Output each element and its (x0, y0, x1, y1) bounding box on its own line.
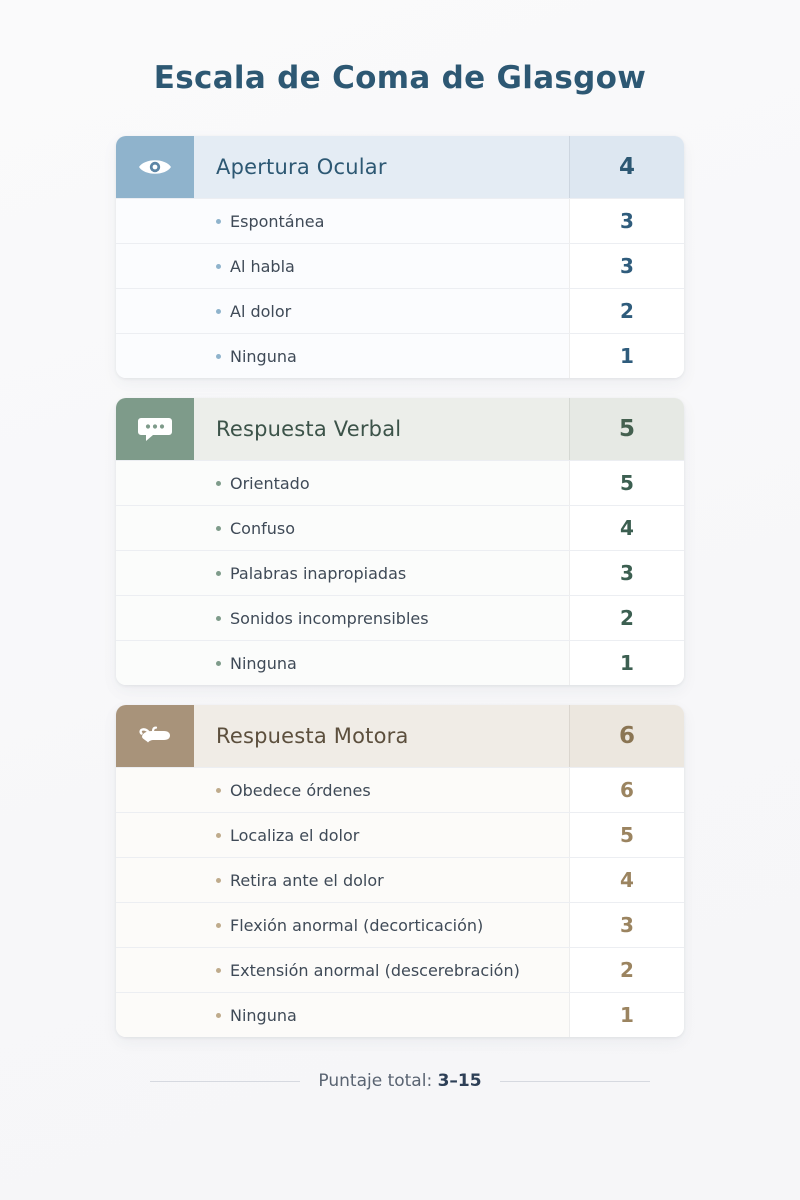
row-spacer (116, 858, 194, 902)
row-score: 4 (569, 506, 684, 550)
row-score: 2 (569, 596, 684, 640)
row-label-text: Al habla (230, 256, 295, 276)
row-label-text: Ninguna (230, 1005, 297, 1025)
section-max-score-motor: 6 (569, 705, 684, 767)
row-label-text: Extensión anormal (descerebración) (230, 960, 520, 980)
row-label (194, 551, 569, 595)
table-row (116, 812, 684, 857)
bullet-icon (216, 309, 221, 314)
row-label (194, 461, 569, 505)
table-row (116, 992, 684, 1037)
table-row (116, 460, 684, 505)
bullet-icon (216, 1013, 221, 1018)
row-spacer (116, 506, 194, 550)
row-score: 3 (569, 551, 684, 595)
row-label (194, 993, 569, 1037)
row-spacer (116, 768, 194, 812)
bullet-icon (216, 833, 221, 838)
row-score: 2 (569, 948, 684, 992)
row-score: 3 (569, 244, 684, 288)
bullet-icon (216, 788, 221, 793)
row-score: 5 (569, 461, 684, 505)
row-label-text: Ninguna (230, 653, 297, 673)
page-title: Escala de Coma de Glasgow (153, 60, 647, 96)
hand-icon (116, 705, 194, 767)
row-score: 1 (569, 641, 684, 685)
bullet-icon (216, 661, 221, 666)
section-card-verbal (116, 398, 684, 685)
table-row (116, 550, 684, 595)
row-spacer (116, 596, 194, 640)
table-row (116, 243, 684, 288)
row-label (194, 289, 569, 333)
bullet-icon (216, 616, 221, 621)
row-spacer (116, 948, 194, 992)
row-label-text: Confuso (230, 518, 295, 538)
total-score-range: 3–15 (437, 1071, 482, 1091)
table-row (116, 288, 684, 333)
table-row (116, 198, 684, 243)
row-score: 2 (569, 289, 684, 333)
total-score-text (318, 1071, 481, 1091)
row-spacer (116, 289, 194, 333)
bullet-icon (216, 354, 221, 359)
row-score: 4 (569, 858, 684, 902)
bullet-icon (216, 923, 221, 928)
eye-icon (116, 136, 194, 198)
row-label (194, 768, 569, 812)
section-header-eye (116, 136, 684, 198)
divider-left (150, 1081, 300, 1082)
row-spacer (116, 461, 194, 505)
row-score: 1 (569, 334, 684, 378)
section-max-score-eye: 4 (569, 136, 684, 198)
table-row (116, 595, 684, 640)
row-spacer (116, 993, 194, 1037)
sections-container (0, 136, 800, 1037)
row-label-text: Espontánea (230, 211, 325, 231)
bullet-icon (216, 878, 221, 883)
section-header-motor (116, 705, 684, 767)
row-label (194, 596, 569, 640)
row-score: 5 (569, 813, 684, 857)
section-title-motor: Respuesta Motora (216, 724, 409, 748)
row-label-text: Obedece órdenes (230, 780, 371, 800)
bullet-icon (216, 481, 221, 486)
bullet-icon (216, 968, 221, 973)
row-label-text: Al dolor (230, 301, 292, 321)
row-label-text: Flexión anormal (decorticación) (230, 915, 484, 935)
row-score: 3 (569, 199, 684, 243)
row-spacer (116, 551, 194, 595)
section-max-score-verbal: 5 (569, 398, 684, 460)
row-spacer (116, 903, 194, 947)
bullet-icon (216, 264, 221, 269)
bullet-icon (216, 526, 221, 531)
row-label (194, 506, 569, 550)
row-spacer (116, 199, 194, 243)
row-label (194, 641, 569, 685)
row-spacer (116, 813, 194, 857)
row-label-text: Ninguna (230, 346, 297, 366)
row-label-text: Orientado (230, 473, 310, 493)
section-header-verbal (116, 398, 684, 460)
section-title-verbal: Respuesta Verbal (216, 417, 402, 441)
row-label (194, 244, 569, 288)
row-score: 6 (569, 768, 684, 812)
row-label (194, 903, 569, 947)
row-label-text: Retira ante el dolor (230, 870, 384, 890)
row-label-text: Sonidos incomprensibles (230, 608, 429, 628)
table-row (116, 947, 684, 992)
row-label (194, 813, 569, 857)
table-row (116, 767, 684, 812)
row-label-text: Localiza el dolor (230, 825, 360, 845)
section-title-eye: Apertura Ocular (216, 155, 387, 179)
table-row (116, 505, 684, 550)
bullet-icon (216, 571, 221, 576)
divider-right (500, 1081, 650, 1082)
row-score: 3 (569, 903, 684, 947)
row-spacer (116, 244, 194, 288)
table-row (116, 902, 684, 947)
table-row (116, 333, 684, 378)
section-card-eye (116, 136, 684, 378)
row-label-text: Palabras inapropiadas (230, 563, 407, 583)
row-spacer (116, 641, 194, 685)
row-label (194, 334, 569, 378)
table-row (116, 640, 684, 685)
row-score: 1 (569, 993, 684, 1037)
table-row (116, 857, 684, 902)
row-label (194, 948, 569, 992)
bullet-icon (216, 219, 221, 224)
row-label (194, 199, 569, 243)
footer (0, 1071, 800, 1091)
row-spacer (116, 334, 194, 378)
speech-bubble-icon (116, 398, 194, 460)
row-label (194, 858, 569, 902)
section-card-motor (116, 705, 684, 1037)
total-score-label: Puntaje total: (318, 1071, 438, 1091)
